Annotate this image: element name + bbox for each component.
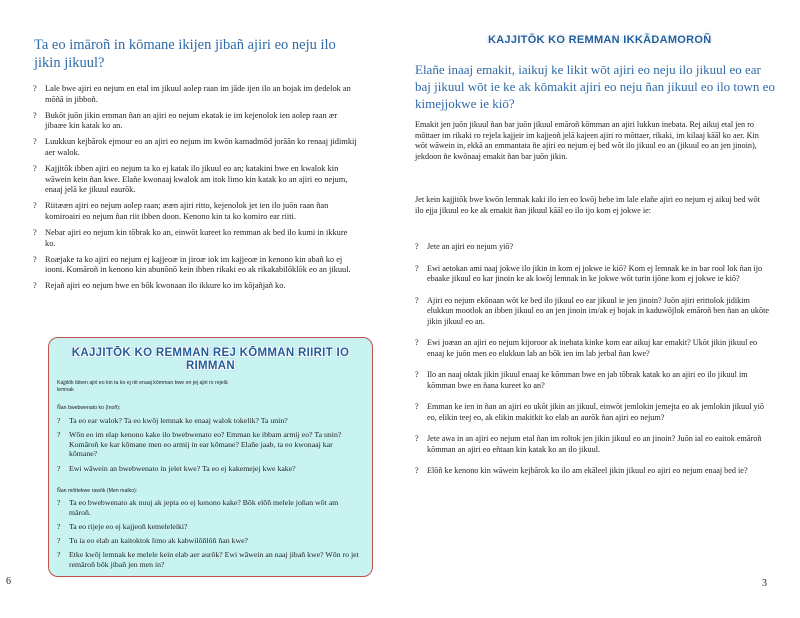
left-page bbox=[0, 0, 395, 618]
list-item: ? Ta eo rijeje eo ej kajjeoñ kemeleleiki? bbox=[57, 521, 188, 531]
list-item: ? Ta eo bwebwenato ak nuuj ak jepta eo ej kenono kake? Bōk elōñ melele joñan wōt am māroñ. bbox=[57, 498, 339, 517]
list-item: ? Rejañ ajiri eo nejum bwe en bōk kwonaan ilo ikkure ko im kōjañjañ ko. bbox=[33, 281, 286, 291]
list-item: ? Etke kwōj lemnak ke melele kein elab aer aurōk? Ewi wāwein an naaj jibañ kwe? Wōn ro jet remāroñ bōk jibañ jen men in? bbox=[57, 550, 359, 569]
list-item: ? Elōñ ke kenono kin wāwein kejbārok ko ilo am ekāleel jikin jikuul eo ajiri eo nejum enaaj bed ie? bbox=[415, 466, 748, 475]
list-item: ? Ajiri eo nejum ekōnaan wōt ke bed ilo jikuul eo ear jikuul ie jen jinoin? Juōn ajiri erittolok jidikim elukkun mootlok an ibben jikuul eo an jen jinoin im/ak ej bojak in kaduwōjlok emāroñ ben ñan an ukōte jikin jikuul eo an. bbox=[415, 295, 769, 326]
questions-box bbox=[48, 337, 373, 577]
box-intro: Kajjitōk ibben ajiri eo kin ta ko ej riit enaaj kōmman bwe en jej ajiri ro rejelā lemnak bbox=[57, 380, 228, 393]
right-banner-title: KAJJITŌK KO REMMAN IKKĀDAMOROÑ bbox=[488, 34, 712, 46]
intro-paragraph: Emakit jen juōn jikuul ñan bar juōn jikuul emāroñ kōmman an ajiri lukkun inebata. Rej aikuj etal jen ro mōttaer im rikaki ro rejela kajjeir im kajjeoñ jelā kajeen ajiri ro mōttaer, rikaki, im kilaaj kāāl ko aer. Kin wōt wāwein in, ekkā an emmantata ñe ajiri eo nejum ej bed wōt ilo jikuul eo an (jikuul eo an jen jinoin), jekdoon ñe kwōnaaj emakit ñan bar juōn jikin. bbox=[415, 120, 759, 161]
list-item: ? Jete awa in an ajiri eo nejum etal ñan im roltok jen jikin jikuul eo an jinoin? Juōn ial eo eaitok emāroñ kōmman an ajiri eo eñtaan kin katak ko an ilo jikuul. bbox=[415, 434, 762, 454]
list-item: ? Wōn eo im elap kenono kake ilo bwebwenato eo? Emman ke ibbam armij eo? Ta unin? Komāroñ ke kar kōmane men eo armij in ear kōmane? Elañe jaab, ta eo kwonaaj kar kōmane? bbox=[57, 430, 342, 459]
box-subheading-fiction: Ñan bwebwenato ko (Inoñ): bbox=[57, 405, 121, 411]
page-number: 3 bbox=[762, 578, 767, 589]
left-tips-list bbox=[33, 84, 358, 298]
list-item: ? Ewi joæan an ajiri eo nejum kijoroor ak inebata kinke kom ear aikuj kar emakit? Ukōt jikin jikuul eo enaaj ke juōn men eo elukkun lab an bōk ien im lab jerbal ñan kwe? bbox=[415, 338, 758, 358]
right-page-title: Elañe inaaj emakit, iaikuj ke likit wōt ajiri eo neju ilo jikuul eo ear baj jikuul wōt ie ke ak kōmakit ajiri eo neju ñan jikuul eo ilo town eo kimejjokwe ie kiō? bbox=[415, 62, 775, 111]
box-nonfiction-questions bbox=[57, 498, 362, 574]
list-item: ? Ewi wāwein an bwebwenato in jelet kwe? Ta eo ej kakemejej kwe kake? bbox=[57, 463, 296, 473]
box-title: KAJJITŌK KO REMMAN REJ KŌMMAN RIIRIT IO RIMMAN bbox=[71, 347, 350, 372]
right-questions-list bbox=[415, 242, 770, 488]
list-item: ? Ta eo ear walok? Ta eo kwōj lemnak ke enaaj walok tokelik? Ta unin? bbox=[57, 416, 288, 425]
left-page-title: Ta eo imāroñ in kōmane ikijen jibañ ajiri eo neju ilo jikin jikuul? bbox=[34, 37, 336, 71]
list-item: ? Riitææn ajiri eo nejum aolep raan; ææn ajiri ritto, kejenolok jet ien ilo juōn raan ñan komiroairi eo nejum ñan riit ibben doon. Kenono kin ta ko komiro ear riiti. bbox=[33, 201, 329, 221]
lead-in-paragraph: Jet kein kajjitōk bwe kwōn lemnak kaki ilo ien eo kwōj bebe im lale elañe ajiri eo nejum ej aikuj bed wōt ilo ejja jikuul eo ke ak emakit ñan jikuul kāāl eo ilo ijo kom ej jokwe ie: bbox=[415, 195, 760, 215]
box-fiction-questions bbox=[57, 416, 362, 478]
page-number: 6 bbox=[6, 576, 11, 587]
list-item: ? Lale bwe ajiri eo nejum en etal im jikuul aolep raan im jāde ijen ilo an bojak im ḍedelok an mōñā in jibboñ. bbox=[33, 84, 351, 104]
list-item: ? Tu ia eo elab an kaitoktok limo ak kabwilōñlōñ ñan kwe? bbox=[57, 535, 249, 545]
list-item: ? Nebar ajiri eo nejum kin tōbrak ko an, einwōt kureet ko remman ak bed ilo kumi in ikkure ko. bbox=[33, 228, 348, 248]
right-page bbox=[400, 0, 800, 618]
list-item: ? Luukkun kejbārok ejmour eo an ajiri eo nejum im kwōn kamadmōd jorāān ko renaaj jidimkij aer walok. bbox=[33, 137, 357, 157]
list-item: ? Jete an ajiri eo nejum yiō? bbox=[415, 242, 514, 251]
box-subheading-nonfiction: Ñan mōttekwe rawōk (Men malko): bbox=[57, 488, 138, 494]
list-item: ? Roæjake ta ko ajiri eo nejum ej kajjeoæ in jiroæ iok im kajjeoæ in kenono kin abañ ko ej iooni. Komāroñ in kenono kin abunōnō kein ibben rikaki eo ak rikakabilōklōk eo an jikuul. bbox=[33, 254, 351, 275]
list-item: ? Ewi aetokan ami naaj jokwe ilo jikin in kom ej jokwe ie kiō? Kom ej lemnak ke in bar rool lok ñan ijo ebaake jikuul eo kar jinoin ke ak kwōj lemnak in ke jokwe wōt turin ijōne kom ej jokwe ie kiō? bbox=[415, 263, 763, 283]
list-item: ? Emman ke ien in ñan an ajiri eo ukōt jikin an jikuul, einwōt jemlokin jemejta eo ak jemlokin jikuul yiō eo, elikin teej eo, ak elikin makitkit ko elab an aurōk ñan ajiri eo nejum? bbox=[415, 402, 764, 422]
list-item: ? Bukōt juōn jikin emman ñan an ajiri eo nejum ekatak ie im kejenolok ien aolep raan ær jibaæe kin katak ko an. bbox=[33, 110, 338, 131]
list-item: ? Ilo an naaj oktak jikin jikuul enaaj ke kōmman bwe en jab tōbrak katak ko an ajiri eo ilo jikuul im kōmman bwe en ñana kureet ko an? bbox=[415, 370, 748, 390]
list-item: ? Kajjitōk ibben ajiri eo nejum ta ko ej katak ilo jikuul eo an; katakini bwe en kwalok kin wāwein kein ñan kwe. Elañe kwonaaj kwalok am itok limo kin katak ko an ajiri eo nejum, enaaj jelā ke jikuul eaurōk. bbox=[33, 164, 348, 195]
